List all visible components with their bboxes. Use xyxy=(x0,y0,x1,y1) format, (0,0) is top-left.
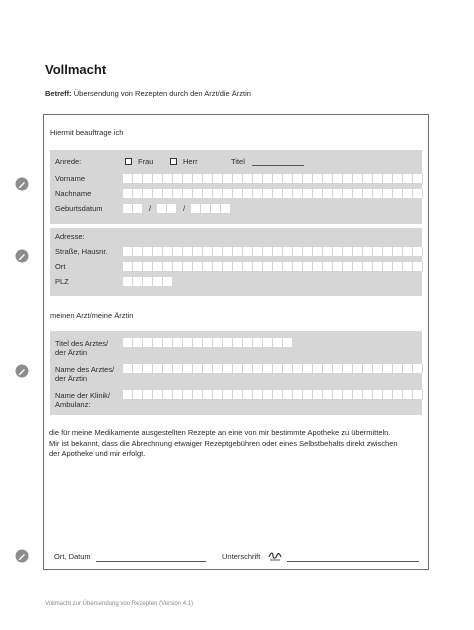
char-box[interactable] xyxy=(303,364,313,373)
char-box[interactable] xyxy=(263,338,273,347)
char-box[interactable] xyxy=(233,390,243,399)
char-box[interactable] xyxy=(403,262,413,271)
char-box[interactable] xyxy=(413,247,423,256)
char-box[interactable] xyxy=(353,390,363,399)
char-box[interactable] xyxy=(203,390,213,399)
char-box[interactable] xyxy=(213,338,223,347)
char-box[interactable] xyxy=(313,364,323,373)
char-box[interactable] xyxy=(353,174,363,183)
char-box[interactable] xyxy=(393,174,403,183)
ort-field[interactable] xyxy=(123,262,423,271)
char-box[interactable] xyxy=(133,247,143,256)
char-box[interactable] xyxy=(283,338,293,347)
char-box[interactable] xyxy=(413,174,423,183)
ort-datum-label: Ort, Datum xyxy=(54,552,91,561)
char-box[interactable] xyxy=(191,204,201,213)
form-frame xyxy=(43,114,429,570)
char-box[interactable] xyxy=(363,174,373,183)
char-box[interactable] xyxy=(163,247,173,256)
char-box[interactable] xyxy=(373,174,383,183)
char-box[interactable] xyxy=(303,189,313,198)
char-box[interactable] xyxy=(173,189,183,198)
char-box[interactable] xyxy=(323,364,333,373)
char-box[interactable] xyxy=(253,189,263,198)
char-box[interactable] xyxy=(153,364,163,373)
char-box[interactable] xyxy=(343,247,353,256)
char-box[interactable] xyxy=(343,364,353,373)
char-box[interactable] xyxy=(313,262,323,271)
char-box[interactable] xyxy=(403,390,413,399)
char-box[interactable] xyxy=(193,364,203,373)
char-box[interactable] xyxy=(213,390,223,399)
anrede-label: Anrede: xyxy=(55,157,82,166)
char-box[interactable] xyxy=(153,338,163,347)
char-box[interactable] xyxy=(263,390,273,399)
vorname-field[interactable] xyxy=(123,174,423,183)
char-box[interactable] xyxy=(123,174,133,183)
document-title: Vollmacht xyxy=(45,62,107,77)
char-box[interactable] xyxy=(383,390,393,399)
char-box[interactable] xyxy=(213,174,223,183)
arzt-name-label xyxy=(55,365,114,383)
char-box[interactable] xyxy=(163,390,173,399)
char-box[interactable] xyxy=(143,174,153,183)
klinik-field[interactable] xyxy=(123,390,423,399)
char-box[interactable] xyxy=(343,390,353,399)
char-box[interactable] xyxy=(213,364,223,373)
char-box[interactable] xyxy=(183,364,193,373)
char-box[interactable] xyxy=(283,174,293,183)
char-box[interactable] xyxy=(143,277,153,286)
char-box[interactable] xyxy=(293,174,303,183)
char-box[interactable] xyxy=(403,189,413,198)
char-box[interactable] xyxy=(123,262,133,271)
char-box[interactable] xyxy=(193,174,203,183)
char-box[interactable] xyxy=(323,262,333,271)
char-box[interactable] xyxy=(363,364,373,373)
char-box[interactable] xyxy=(343,262,353,271)
birth-day-field[interactable] xyxy=(123,204,143,213)
subject-label: Betreff: xyxy=(45,89,72,98)
arzt-name-line2: der Ärztin xyxy=(55,374,88,383)
char-box[interactable] xyxy=(253,364,263,373)
char-box[interactable] xyxy=(253,174,263,183)
char-box[interactable] xyxy=(243,338,253,347)
char-box[interactable] xyxy=(383,189,393,198)
char-box[interactable] xyxy=(333,390,343,399)
char-box[interactable] xyxy=(273,247,283,256)
char-box[interactable] xyxy=(163,189,173,198)
char-box[interactable] xyxy=(313,247,323,256)
char-box[interactable] xyxy=(383,364,393,373)
char-box[interactable] xyxy=(163,262,173,271)
pen-icon xyxy=(15,364,29,378)
char-box[interactable] xyxy=(153,277,163,286)
char-box[interactable] xyxy=(283,247,293,256)
geburtsdatum-label: Geburtsdatum xyxy=(55,204,103,213)
char-box[interactable] xyxy=(403,364,413,373)
char-box[interactable] xyxy=(153,390,163,399)
char-box[interactable] xyxy=(133,262,143,271)
char-box[interactable] xyxy=(183,338,193,347)
char-box[interactable] xyxy=(123,189,133,198)
char-box[interactable] xyxy=(333,174,343,183)
frau-label: Frau xyxy=(138,157,154,166)
char-box[interactable] xyxy=(363,247,373,256)
char-box[interactable] xyxy=(201,204,211,213)
char-box[interactable] xyxy=(143,189,153,198)
char-box[interactable] xyxy=(323,390,333,399)
char-box[interactable] xyxy=(233,338,243,347)
ort-datum-field[interactable] xyxy=(96,561,206,562)
titel-label: Titel xyxy=(231,157,245,166)
char-box[interactable] xyxy=(203,338,213,347)
char-box[interactable] xyxy=(153,174,163,183)
footer-text: Vollmacht zur Übersendung von Rezepten (Version 4.1) xyxy=(45,601,194,607)
char-box[interactable] xyxy=(383,174,393,183)
char-box[interactable] xyxy=(243,189,253,198)
herr-checkbox[interactable] xyxy=(170,158,177,165)
char-box[interactable] xyxy=(333,364,343,373)
char-box[interactable] xyxy=(393,390,403,399)
char-box[interactable] xyxy=(223,364,233,373)
char-box[interactable] xyxy=(263,174,273,183)
char-box[interactable] xyxy=(263,364,273,373)
titel-field[interactable] xyxy=(252,165,304,166)
char-box[interactable] xyxy=(303,390,313,399)
signature-icon xyxy=(268,549,282,561)
char-box[interactable] xyxy=(283,390,293,399)
char-box[interactable] xyxy=(293,364,303,373)
char-box[interactable] xyxy=(123,390,133,399)
char-box[interactable] xyxy=(303,262,313,271)
char-box[interactable] xyxy=(293,247,303,256)
char-box[interactable] xyxy=(413,364,423,373)
char-box[interactable] xyxy=(193,189,203,198)
char-box[interactable] xyxy=(153,262,163,271)
char-box[interactable] xyxy=(193,262,203,271)
char-box[interactable] xyxy=(373,364,383,373)
intro-text: Hiermit beauftrage ich xyxy=(50,128,124,137)
char-box[interactable] xyxy=(273,338,283,347)
char-box[interactable] xyxy=(313,390,323,399)
char-box[interactable] xyxy=(233,174,243,183)
subject-line xyxy=(45,89,251,98)
char-box[interactable] xyxy=(223,174,233,183)
char-box[interactable] xyxy=(143,390,153,399)
pen-icon xyxy=(15,549,29,563)
char-box[interactable] xyxy=(173,262,183,271)
char-box[interactable] xyxy=(333,189,343,198)
char-box[interactable] xyxy=(133,338,143,347)
char-box[interactable] xyxy=(343,174,353,183)
char-box[interactable] xyxy=(323,189,333,198)
char-box[interactable] xyxy=(143,338,153,347)
char-box[interactable] xyxy=(283,364,293,373)
char-box[interactable] xyxy=(211,204,221,213)
char-box[interactable] xyxy=(223,390,233,399)
char-box[interactable] xyxy=(413,262,423,271)
char-box[interactable] xyxy=(253,262,263,271)
nachname-label: Nachname xyxy=(55,189,92,198)
char-box[interactable] xyxy=(203,189,213,198)
vorname-label: Vorname xyxy=(55,174,86,183)
char-box[interactable] xyxy=(243,247,253,256)
char-box[interactable] xyxy=(233,189,243,198)
char-box[interactable] xyxy=(363,262,373,271)
klinik-label xyxy=(55,391,110,409)
char-box[interactable] xyxy=(273,262,283,271)
char-box[interactable] xyxy=(163,338,173,347)
plz-field[interactable] xyxy=(123,277,173,286)
char-box[interactable] xyxy=(393,262,403,271)
char-box[interactable] xyxy=(183,174,193,183)
address-heading: Adresse: xyxy=(55,232,85,241)
char-box[interactable] xyxy=(123,338,133,347)
char-box[interactable] xyxy=(333,262,343,271)
char-box[interactable] xyxy=(243,174,253,183)
char-box[interactable] xyxy=(183,189,193,198)
ort-label: Ort xyxy=(55,262,66,271)
klinik-line2: Ambulanz: xyxy=(55,400,91,409)
char-box[interactable] xyxy=(353,247,363,256)
char-box[interactable] xyxy=(233,262,243,271)
char-box[interactable] xyxy=(253,247,263,256)
char-box[interactable] xyxy=(373,189,383,198)
char-box[interactable] xyxy=(273,364,283,373)
char-box[interactable] xyxy=(233,364,243,373)
char-box[interactable] xyxy=(373,247,383,256)
char-box[interactable] xyxy=(163,174,173,183)
char-box[interactable] xyxy=(133,189,143,198)
subject-text: Übersendung von Rezepten durch den Arzt/die Ärztin xyxy=(73,89,251,98)
char-box[interactable] xyxy=(203,247,213,256)
char-box[interactable] xyxy=(193,390,203,399)
char-box[interactable] xyxy=(173,390,183,399)
char-box[interactable] xyxy=(153,247,163,256)
pen-icon xyxy=(15,177,29,191)
char-box[interactable] xyxy=(263,247,273,256)
char-box[interactable] xyxy=(323,247,333,256)
unterschrift-label: Unterschrift xyxy=(222,552,261,561)
klinik-line1: Name der Klinik/ xyxy=(55,391,111,400)
consent-line: der Apotheke und mir erfolgt. xyxy=(49,449,146,458)
char-box[interactable] xyxy=(157,204,167,213)
char-box[interactable] xyxy=(413,390,423,399)
char-box[interactable] xyxy=(123,364,133,373)
char-box[interactable] xyxy=(323,174,333,183)
char-box[interactable] xyxy=(273,390,283,399)
plz-label: PLZ xyxy=(55,277,69,286)
strasse-field[interactable] xyxy=(123,247,423,256)
char-box[interactable] xyxy=(353,189,363,198)
char-box[interactable] xyxy=(153,189,163,198)
char-box[interactable] xyxy=(183,390,193,399)
char-box[interactable] xyxy=(133,364,143,373)
char-box[interactable] xyxy=(373,390,383,399)
char-box[interactable] xyxy=(383,247,393,256)
char-box[interactable] xyxy=(353,262,363,271)
char-box[interactable] xyxy=(383,262,393,271)
char-box[interactable] xyxy=(233,247,243,256)
char-box[interactable] xyxy=(213,247,223,256)
char-box[interactable] xyxy=(123,247,133,256)
char-box[interactable] xyxy=(133,204,143,213)
arzt-titel-line2: der Ärztin xyxy=(55,348,88,357)
char-box[interactable] xyxy=(143,364,153,373)
arzt-titel-line1: Titel des Arztes/ xyxy=(55,339,109,348)
char-box[interactable] xyxy=(133,277,143,286)
char-box[interactable] xyxy=(243,364,253,373)
char-box[interactable] xyxy=(173,364,183,373)
char-box[interactable] xyxy=(183,247,193,256)
strasse-label: Straße, Hausnr. xyxy=(55,247,108,256)
doctor-panel xyxy=(50,331,422,415)
char-box[interactable] xyxy=(393,247,403,256)
char-box[interactable] xyxy=(223,247,233,256)
char-box[interactable] xyxy=(333,247,343,256)
char-box[interactable] xyxy=(143,247,153,256)
char-box[interactable] xyxy=(223,262,233,271)
consent-paragraph xyxy=(49,428,425,460)
char-box[interactable] xyxy=(193,338,203,347)
herr-label: Herr xyxy=(183,157,198,166)
char-box[interactable] xyxy=(393,364,403,373)
char-box[interactable] xyxy=(363,390,373,399)
char-box[interactable] xyxy=(313,189,323,198)
date-separator: / xyxy=(183,204,186,213)
char-box[interactable] xyxy=(203,174,213,183)
date-separator: / xyxy=(149,204,152,213)
address-panel xyxy=(50,228,422,296)
char-box[interactable] xyxy=(303,247,313,256)
char-box[interactable] xyxy=(283,189,293,198)
char-box[interactable] xyxy=(363,189,373,198)
char-box[interactable] xyxy=(293,262,303,271)
personal-panel xyxy=(50,150,422,224)
signature-field[interactable] xyxy=(287,561,419,562)
char-box[interactable] xyxy=(403,174,413,183)
char-box[interactable] xyxy=(283,262,293,271)
consent-line: die für meine Medikamente ausgestellten Rezepte an eine von mir bestimmte Apotheke zu übermitteln. xyxy=(49,428,391,437)
char-box[interactable] xyxy=(133,390,143,399)
char-box[interactable] xyxy=(253,338,263,347)
char-box[interactable] xyxy=(133,174,143,183)
char-box[interactable] xyxy=(403,247,413,256)
char-box[interactable] xyxy=(243,262,253,271)
char-box[interactable] xyxy=(203,364,213,373)
char-box[interactable] xyxy=(163,364,173,373)
char-box[interactable] xyxy=(273,174,283,183)
char-box[interactable] xyxy=(213,262,223,271)
char-box[interactable] xyxy=(223,189,233,198)
char-box[interactable] xyxy=(123,204,133,213)
char-box[interactable] xyxy=(221,204,231,213)
char-box[interactable] xyxy=(313,174,323,183)
char-box[interactable] xyxy=(263,262,273,271)
char-box[interactable] xyxy=(243,390,253,399)
char-box[interactable] xyxy=(353,364,363,373)
arzt-intro-text: meinen Arzt/meine Ärztin xyxy=(50,311,134,320)
arzt-name-line1: Name des Arztes/ xyxy=(55,365,115,374)
birth-month-field[interactable] xyxy=(157,204,177,213)
char-box[interactable] xyxy=(213,189,223,198)
char-box[interactable] xyxy=(263,189,273,198)
char-box[interactable] xyxy=(183,262,193,271)
arzt-titel-label xyxy=(55,339,108,357)
char-box[interactable] xyxy=(173,247,183,256)
char-box[interactable] xyxy=(413,189,423,198)
char-box[interactable] xyxy=(163,277,173,286)
char-box[interactable] xyxy=(293,390,303,399)
char-box[interactable] xyxy=(173,174,183,183)
char-box[interactable] xyxy=(173,338,183,347)
char-box[interactable] xyxy=(203,262,213,271)
birth-year-field[interactable] xyxy=(191,204,231,213)
char-box[interactable] xyxy=(253,390,263,399)
char-box[interactable] xyxy=(193,247,203,256)
frau-checkbox[interactable] xyxy=(125,158,132,165)
char-box[interactable] xyxy=(167,204,177,213)
char-box[interactable] xyxy=(123,277,133,286)
char-box[interactable] xyxy=(273,189,283,198)
char-box[interactable] xyxy=(293,189,303,198)
nachname-field[interactable] xyxy=(123,189,423,198)
arzt-titel-field[interactable] xyxy=(123,338,293,347)
consent-line: Mir ist bekannt, dass die Abrechnung etwaiger Rezeptgebühren oder eines Selbstbehalts direkt zwischen xyxy=(49,438,398,448)
char-box[interactable] xyxy=(223,338,233,347)
char-box[interactable] xyxy=(393,189,403,198)
char-box[interactable] xyxy=(143,262,153,271)
char-box[interactable] xyxy=(373,262,383,271)
char-box[interactable] xyxy=(343,189,353,198)
char-box[interactable] xyxy=(303,174,313,183)
arzt-name-field[interactable] xyxy=(123,364,423,373)
pen-icon xyxy=(15,249,29,263)
